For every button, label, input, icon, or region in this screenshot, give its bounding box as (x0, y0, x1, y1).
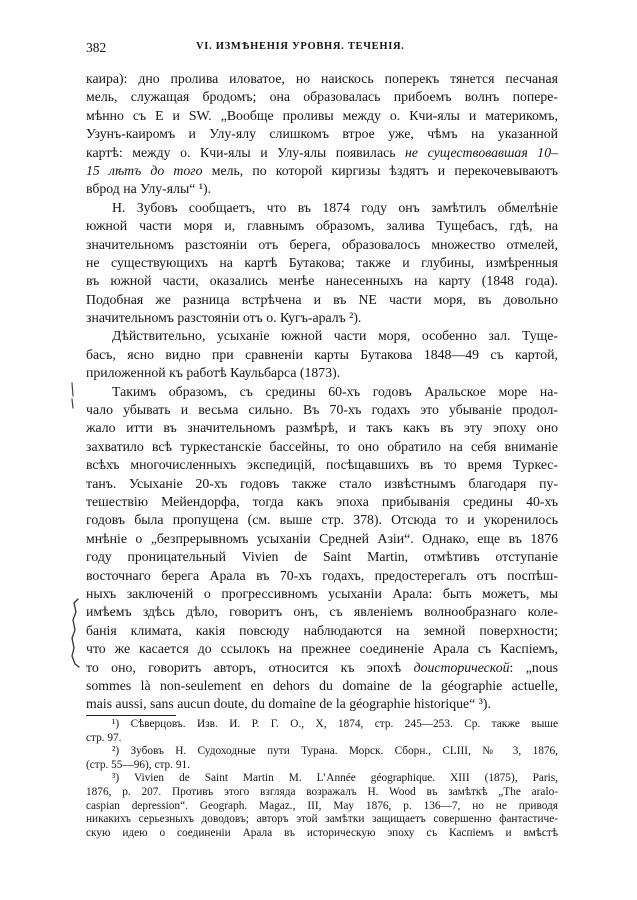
text-segment: то оно, говоритъ авторъ, относится къ эпохѣ (86, 659, 414, 675)
text-line (86, 659, 558, 677)
text-line: южной части моря и, главнымъ образомъ, залива Тущебасъ, гдѣ, на (86, 218, 558, 234)
text-segment: картѣ: между о. Кчи-ялы и Улу-ялы появилась (86, 144, 406, 160)
text-line: году проницательный Vivien de Saint Martin, отмѣтивъ отступаніе (86, 549, 558, 565)
pencil-mark-upper (72, 383, 73, 408)
footnote-line: caspian depression“. Geograph. Magaz., III, May 1876, p. 136—7, но не приводя (86, 799, 558, 812)
footnote-line: никакихъ серьезныхъ доводовъ; авторъ этой замѣтки защищаетъ совершенно фантастиче- (86, 813, 558, 826)
text-line: ныхъ заключеній о прогрессивномъ усыханіи Арала: быть можетъ, мы (86, 585, 558, 601)
text-line: всѣхъ многочисленныхъ экспедицій, посѣщавшихъ въ то время Туркес- (86, 457, 558, 473)
text-line: не существующихъ на картѣ Бутакова; также и глубины, измѣренныя (86, 254, 558, 270)
text-line: имѣемъ здѣсь дѣло, говоритъ онъ, съ явленіемъ волнообразнаго коле- (86, 604, 558, 620)
paragraph-4 (86, 383, 558, 714)
footnote-line: (стр. 55—96), стр. 91. (86, 758, 190, 771)
text-line: Дѣйствительно, усыханіе южной части моря, особенно зал. Тущe- (112, 328, 558, 344)
italic-phrase: 15 лѣтъ до того (86, 162, 203, 178)
body-text (86, 70, 558, 714)
page-header (86, 40, 556, 58)
footnote-line: ²) Зубовъ Н. Судоходные пути Турана. Морск. Сборн., CLIII, № 3, 1876, (112, 745, 558, 758)
footnote-rule (86, 715, 176, 716)
text-line: мнѣніе о „безпрерывномъ усыханіи Средней Азіи“. Однако, еще въ 1876 (86, 530, 558, 546)
italic-phrase: доисторической (413, 659, 510, 675)
pencil-bracket-lower (72, 599, 79, 667)
text-line: Н. Зубовъ сообщаетъ, что въ 1874 году онъ замѣтилъ обмелѣніе (112, 199, 558, 215)
text-line: значительномъ разстояніи отъ о. Кугъ-аралъ ²). (86, 310, 362, 326)
text-line: захватило всѣ туркестанскіе бассейны, то оно обратило на себя вниманіе (86, 438, 558, 454)
text-segment: : „nous (509, 659, 558, 675)
text-line: годовъ была пропущена (см. выше стр. 378). Отсюда то и укоренилось (86, 512, 558, 528)
running-title: VI. ИЗМѢНЕНІЯ УРОВНЯ. ТЕЧЕНІЯ. (196, 41, 405, 52)
paragraph-1 (86, 70, 558, 199)
text-line: что же касается до ссылокъ на прежнее соединеніе Арала съ Каспіемъ, (86, 641, 558, 657)
paragraph-2 (86, 199, 558, 328)
text-line: sommes là non-seulement en dehors du domaine de la géographie actuelle, (86, 677, 558, 693)
text-line: восточнаго берега Арала въ 70-хъ годахъ, предостерегалъ отъ поспѣш- (86, 567, 558, 583)
text-line: приложенной къ работѣ Каульбарса (1873). (86, 365, 341, 381)
text-line: басъ, ясно видно при сравненіи карты Бутакова 1848—49 съ картой, (86, 346, 558, 362)
text-line (86, 162, 558, 180)
text-line: тешествію Мейендорфа, тогда какъ эпоха прибыванія средины 40-хъ (86, 493, 558, 509)
footnote-line: ³) Vivien de Saint Martin M. L’Année géographique. XIII (1875), Paris, (112, 772, 558, 785)
text-line: жало итти въ значительномъ размѣрѣ, и такъ какъ въ эту эпоху оно (86, 420, 558, 436)
italic-phrase: не существовавшая 10– (405, 144, 558, 160)
text-line: танъ. Усыханіе 20-хъ годовъ также стало извѣстнымъ благодаря пу- (86, 475, 558, 491)
text-line: Такимъ образомъ, съ средины 60-хъ годовъ Аральское море на- (112, 383, 558, 399)
text-line: mais aussi, sans aucun doute, du domaine de la géographie historique“ ³). (86, 696, 491, 712)
text-line (86, 144, 558, 162)
text-line: банія климата, какія повсюду наблюдаются на земной поверхности; (86, 622, 558, 638)
text-line: Узунъ-каиромъ и Улу-ялу слишкомъ втрое уже, чѣмъ на указанной (86, 126, 558, 142)
text-line: чало убывать и весьма сильно. Въ 70-хъ годахъ это убываніе продол- (86, 402, 558, 418)
text-line: въ южной части, оказались менѣе нанесенныхъ на карту (1848 года). (86, 273, 558, 289)
footnote-line: ¹) Сѣверцовъ. Изв. И. Р. Г. О., X, 1874, стр. 245—253. Ср. также выше (112, 718, 558, 730)
footnotes (86, 718, 558, 840)
page-number: 382 (86, 40, 107, 55)
paragraph-3 (86, 327, 558, 382)
text-line: значительномъ разстояніи отъ берега, образовалось множество отмелей, (86, 236, 558, 252)
text-line: мѣнно съ E и SW. „Вообще проливы между о. Кчи-ялы и материкомъ, (86, 107, 558, 123)
text-line: вброд на Улу-ялы“ ¹). (86, 181, 212, 197)
footnote-line: 1876, p. 207. Противъ этого взгляда возражалъ H. Wood въ замѣткѣ „The aralo- (86, 785, 558, 798)
text-line: Подобная же разница встрѣчена и въ NE части моря, въ довольно (86, 291, 558, 307)
text-line: мель, служащая бродомъ; она образовалась прибоемъ волнъ попере- (86, 89, 558, 105)
footnote-line: скую идею о соединеніи Арала въ историческую эпоху съ Каспіемъ и вмѣстѣ (86, 826, 558, 839)
text-segment: мель, по которой киргизы ѣздятъ и перекочевываютъ (202, 162, 558, 178)
text-line: каира): дно пролива иловатое, но наискось поперекъ тянется песчаная (86, 71, 558, 86)
footnote-line: стр. 97. (86, 731, 122, 744)
